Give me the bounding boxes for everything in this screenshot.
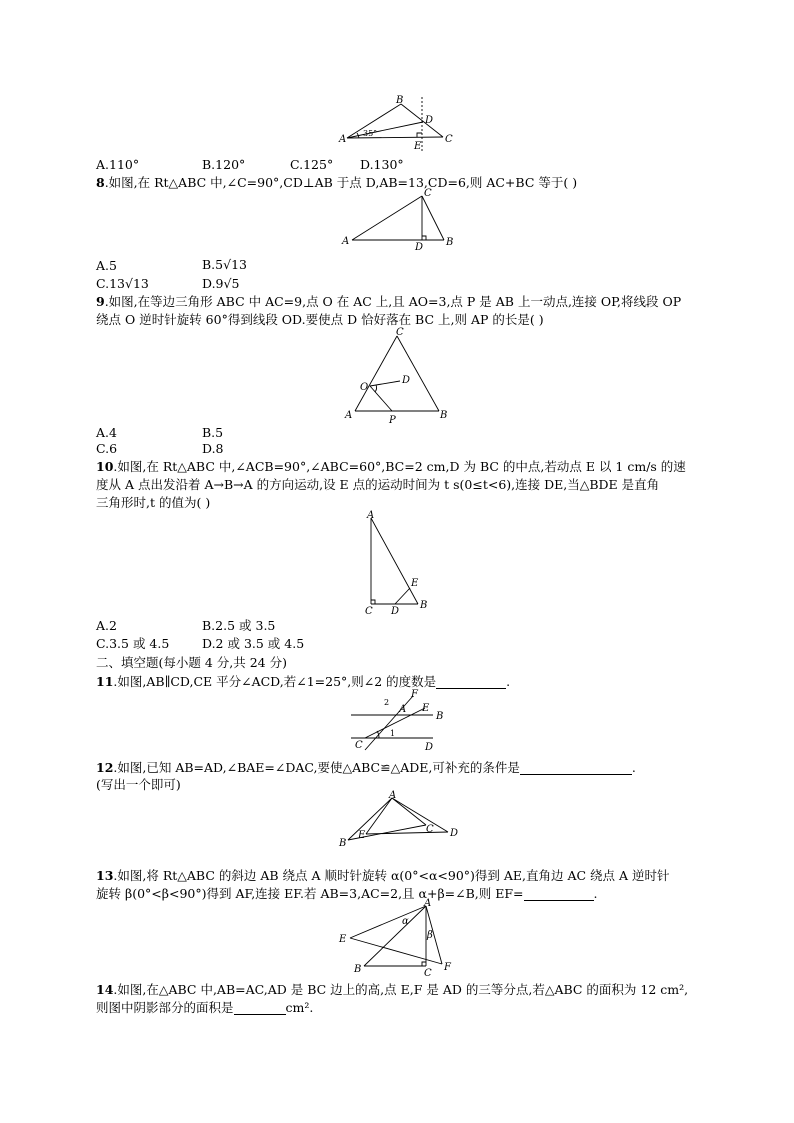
- q10-option-c: C.3.5 或 4.5: [96, 636, 170, 651]
- q12-label-A: A: [389, 790, 397, 801]
- q14-text-line1: .如图,在△ABC 中,AB=AC,AD 是 BC 边上的高,点 E,F 是 AD 的三等分点,若△ABC 的面积为 12 cm²,: [113, 982, 689, 997]
- q10-stem-line1: [96, 459, 686, 474]
- q10-option-b: B.2.5 或 3.5: [202, 618, 276, 633]
- q9-option-c: C.6: [96, 441, 118, 456]
- q8-option-b: B.5√13: [202, 257, 247, 272]
- q10-label-C: C: [365, 606, 373, 617]
- q13-label-F: F: [444, 962, 451, 973]
- q12-label-E: E: [358, 830, 366, 841]
- q7-angle-label: 35°: [363, 129, 378, 138]
- q13-end: .: [593, 886, 598, 901]
- q8-label-B: B: [446, 237, 454, 248]
- q13-number: 13: [96, 868, 114, 883]
- q11-label-E: E: [422, 703, 430, 714]
- q10-label-D: D: [391, 606, 400, 617]
- q11-answer-blank[interactable]: [436, 676, 506, 689]
- q11-number: 11: [96, 674, 114, 689]
- q9-number: 9: [96, 294, 105, 309]
- q11-end: .: [506, 674, 511, 689]
- q8-option-a: A.5: [96, 258, 117, 273]
- q8-option-c: C.13√13: [96, 276, 149, 291]
- q10-option-a: A.2: [96, 618, 117, 633]
- q9-stem-line2: 绕点 O 逆时针旋转 60°得到线段 OD.要使点 D 恰好落在 BC 上,则 AP 的长是( ): [96, 312, 544, 327]
- q12-number: 12: [96, 760, 114, 775]
- q11-label-B: B: [436, 711, 444, 722]
- q7-option-b: B.120°: [202, 157, 246, 172]
- q8-text: .如图,在 Rt△ABC 中,∠C=90°,CD⊥AB 于点 D,AB=13,CD=6,则 AC+BC 等于( ): [104, 175, 578, 190]
- q9-option-d: D.8: [202, 441, 224, 456]
- q14-answer-blank[interactable]: [234, 1002, 286, 1015]
- q8-label-D: D: [415, 242, 424, 253]
- q7-label-C: C: [445, 134, 453, 145]
- q14-stem-line2: [96, 1000, 313, 1015]
- q11-label-D: D: [425, 742, 434, 753]
- q14-stem-line1: [96, 982, 688, 997]
- q14-text-line2: 则图中阴影部分的面积是: [96, 1000, 234, 1015]
- q8-label-A: A: [342, 236, 350, 247]
- q7-label-D: D: [425, 115, 434, 126]
- q10-text-line1: .如图,在 Rt△ABC 中,∠ACB=90°,∠ABC=60°,BC=2 cm,D 为 BC 的中点,若动点 E 以 1 cm/s 的速: [113, 459, 686, 474]
- q12-end: .: [631, 760, 636, 775]
- q12-answer-blank[interactable]: [520, 762, 632, 775]
- q7-label-E: E: [414, 141, 422, 152]
- q7-option-c: C.125°: [290, 157, 334, 172]
- q13-label-E: E: [339, 934, 347, 945]
- q14-number: 14: [96, 982, 114, 997]
- q13-label-A: A: [424, 898, 432, 909]
- q10-option-d: D.2 或 3.5 或 4.5: [202, 636, 305, 651]
- q7-option-d: D.130°: [360, 157, 404, 172]
- q9-text-line1: .如图,在等边三角形 ABC 中 AC=9,点 O 在 AC 上,且 AO=3,点 P 是 AB 上一动点,连接 OP,将线段 OP: [104, 294, 682, 309]
- q11-label-F: F: [411, 689, 418, 700]
- q11-angle-2: 2: [384, 698, 390, 707]
- q13-text-line2: 旋转 β(0°<β<90°)得到 AF,连接 EF.若 AB=3,AC=2,且 α+β=∠B,则 EF=: [96, 886, 524, 901]
- q13-answer-blank[interactable]: [524, 888, 594, 901]
- q9-label-P: P: [389, 415, 396, 426]
- q10-label-A: A: [367, 510, 375, 521]
- section-fill-in-heading: 二、填空题(每小题 4 分,共 24 分): [96, 655, 287, 670]
- q12-figure: [336, 790, 462, 850]
- q13-label-alpha: α: [402, 916, 409, 927]
- q13-figure: [336, 898, 460, 978]
- q9-label-O: O: [360, 382, 369, 393]
- q8-figure: [340, 188, 460, 253]
- q9-stem-line1: [96, 294, 681, 309]
- q12-label-D: D: [450, 828, 459, 839]
- q9-label-A: A: [345, 410, 353, 421]
- q10-figure: [360, 508, 440, 618]
- q11-angle-1: 1: [390, 729, 396, 738]
- q13-stem-line1: [96, 868, 670, 883]
- q11-text: .如图,AB∥CD,CE 平分∠ACD,若∠1=25°,则∠2 的度数是: [113, 674, 437, 689]
- q13-label-C: C: [424, 968, 432, 979]
- q7-option-a: A.110°: [96, 157, 140, 172]
- q8-option-d: D.9√5: [202, 276, 240, 291]
- q11-figure: [345, 690, 455, 756]
- q9-label-D: D: [402, 375, 411, 386]
- q7-figure: [335, 95, 465, 157]
- q12-note: (写出一个即可): [96, 777, 181, 792]
- q10-stem-line3: 三角形时,t 的值为( ): [96, 495, 211, 510]
- q12-stem: [96, 760, 636, 775]
- q11-label-C: C: [355, 740, 363, 751]
- q8-stem: [96, 175, 577, 190]
- q9-label-B: B: [440, 410, 448, 421]
- q12-label-C: C: [426, 824, 434, 835]
- q14-unit: cm².: [285, 1000, 314, 1015]
- q12-label-B: B: [339, 838, 347, 849]
- q7-label-B: B: [396, 95, 404, 106]
- q9-option-b: B.5: [202, 425, 224, 440]
- q13-label-beta: β: [427, 930, 433, 941]
- q9-label-C: C: [396, 327, 404, 338]
- q11-stem: [96, 674, 510, 689]
- q7-label-A: A: [339, 134, 347, 145]
- q8-number: 8: [96, 175, 105, 190]
- q9-option-a: A.4: [96, 425, 117, 440]
- q13-label-B: B: [354, 964, 362, 975]
- q9-figure: [340, 326, 460, 426]
- q10-label-B: B: [420, 600, 428, 611]
- q8-label-C: C: [424, 188, 432, 199]
- q10-number: 10: [96, 459, 114, 474]
- q12-text: .如图,已知 AB=AD,∠BAE=∠DAC,要使△ABC≌△ADE,可补充的条件是: [113, 760, 520, 775]
- q11-label-A: A: [399, 704, 407, 715]
- q10-label-E: E: [411, 578, 419, 589]
- q10-stem-line2: 度从 A 点出发沿着 A→B→A 的方向运动,设 E 点的运动时间为 t s(0≤t<6),连接 DE,当△BDE 是直角: [96, 477, 660, 492]
- q13-text-line1: .如图,将 Rt△ABC 的斜边 AB 绕点 A 顺时针旋转 α(0°<α<90°)得到 AE,直角边 AC 绕点 A 逆时针: [113, 868, 670, 883]
